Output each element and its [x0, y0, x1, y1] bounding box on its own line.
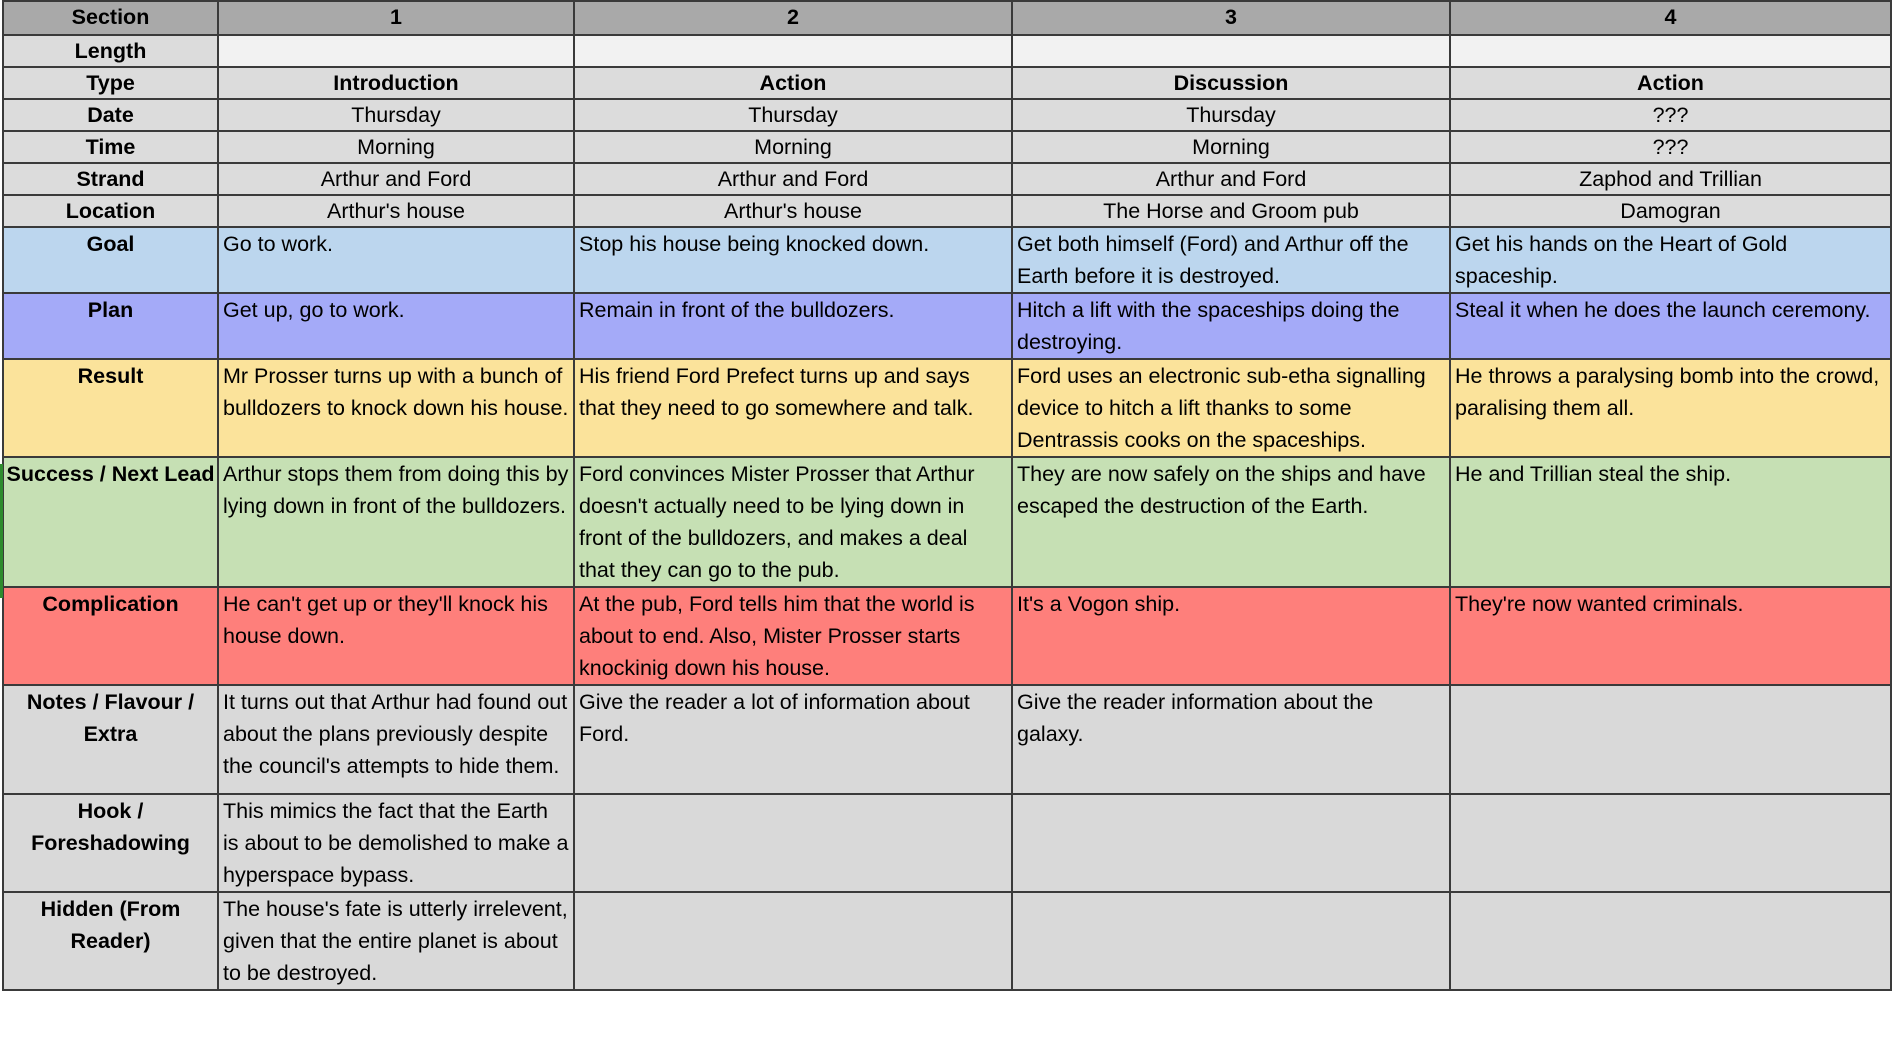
- table-cell[interactable]: They're now wanted criminals.: [1450, 587, 1891, 685]
- table-cell[interactable]: Ford convinces Mister Prosser that Arthur doesn't actually need to be lying down in front of the bulldozers, and makes a deal that they can go to the pub.: [574, 457, 1012, 587]
- row-label[interactable]: Time: [3, 131, 218, 163]
- table-cell[interactable]: [574, 35, 1012, 67]
- row-label[interactable]: Hidden (From Reader): [3, 892, 218, 990]
- meta-row-time: [3, 131, 1891, 163]
- row-label[interactable]: Complication: [3, 587, 218, 685]
- table-cell[interactable]: ???: [1450, 99, 1891, 131]
- table-cell[interactable]: [218, 35, 574, 67]
- table-cell[interactable]: Arthur and Ford: [1012, 163, 1450, 195]
- story-row-notes: [3, 892, 1891, 990]
- row-label[interactable]: Success / Next Lead: [3, 457, 218, 587]
- table-cell[interactable]: Remain in front of the bulldozers.: [574, 293, 1012, 359]
- selection-accent-bar: [0, 464, 3, 598]
- row-label[interactable]: Strand: [3, 163, 218, 195]
- row-label[interactable]: Length: [3, 35, 218, 67]
- table-cell[interactable]: This mimics the fact that the Earth is about to be demolished to make a hyperspace bypass.: [218, 794, 574, 892]
- table-cell[interactable]: Morning: [1012, 131, 1450, 163]
- row-label[interactable]: Date: [3, 99, 218, 131]
- header-section-label[interactable]: Section: [3, 1, 218, 35]
- story-row-plan: [3, 293, 1891, 359]
- table-cell[interactable]: The house's fate is utterly irrelevent, given that the entire planet is about to be destroyed.: [218, 892, 574, 990]
- story-row-notes: [3, 794, 1891, 892]
- story-row-complication: [3, 587, 1891, 685]
- table-cell[interactable]: Action: [1450, 67, 1891, 99]
- row-label[interactable]: Location: [3, 195, 218, 227]
- table-cell[interactable]: Get both himself (Ford) and Arthur off the Earth before it is destroyed.: [1012, 227, 1450, 293]
- row-label[interactable]: Goal: [3, 227, 218, 293]
- table-cell[interactable]: They are now safely on the ships and have escaped the destruction of the Earth.: [1012, 457, 1450, 587]
- table-cell[interactable]: It's a Vogon ship.: [1012, 587, 1450, 685]
- meta-row-length: [3, 35, 1891, 67]
- table-cell[interactable]: Morning: [218, 131, 574, 163]
- table-cell[interactable]: Stop his house being knocked down.: [574, 227, 1012, 293]
- table-cell[interactable]: Hitch a lift with the spaceships doing the destroying.: [1012, 293, 1450, 359]
- meta-row-strand: [3, 163, 1891, 195]
- table-cell[interactable]: Arthur's house: [574, 195, 1012, 227]
- row-label[interactable]: Plan: [3, 293, 218, 359]
- table-cell[interactable]: Mr Prosser turns up with a bunch of bulldozers to knock down his house.: [218, 359, 574, 457]
- story-row-notes: [3, 685, 1891, 794]
- table-cell[interactable]: Damogran: [1450, 195, 1891, 227]
- table-cell[interactable]: Arthur and Ford: [218, 163, 574, 195]
- table-cell[interactable]: Zaphod and Trillian: [1450, 163, 1891, 195]
- table-cell[interactable]: He can't get up or they'll knock his house down.: [218, 587, 574, 685]
- table-cell[interactable]: Go to work.: [218, 227, 574, 293]
- story-outline-table: [2, 0, 1892, 991]
- table-cell[interactable]: Get his hands on the Heart of Gold spaceship.: [1450, 227, 1891, 293]
- row-label[interactable]: Type: [3, 67, 218, 99]
- table-cell[interactable]: At the pub, Ford tells him that the world is about to end. Also, Mister Prosser starts knockinig down his house.: [574, 587, 1012, 685]
- table-cell[interactable]: ???: [1450, 131, 1891, 163]
- meta-row-date: [3, 99, 1891, 131]
- table-cell[interactable]: Arthur and Ford: [574, 163, 1012, 195]
- table-cell[interactable]: The Horse and Groom pub: [1012, 195, 1450, 227]
- table-cell[interactable]: Arthur stops them from doing this by lying down in front of the bulldozers.: [218, 457, 574, 587]
- table-cell[interactable]: Action: [574, 67, 1012, 99]
- table-cell[interactable]: [1012, 794, 1450, 892]
- header-col-2[interactable]: 2: [574, 1, 1012, 35]
- table-cell[interactable]: [574, 892, 1012, 990]
- table-cell[interactable]: Arthur's house: [218, 195, 574, 227]
- table-cell[interactable]: Steal it when he does the launch ceremony.: [1450, 293, 1891, 359]
- table-cell[interactable]: [1450, 794, 1891, 892]
- table-cell[interactable]: He throws a paralysing bomb into the crowd, paralising them all.: [1450, 359, 1891, 457]
- row-label[interactable]: Result: [3, 359, 218, 457]
- table-cell[interactable]: Thursday: [1012, 99, 1450, 131]
- table-cell[interactable]: It turns out that Arthur had found out about the plans previously despite the council's attempts to hide them.: [218, 685, 574, 794]
- table-cell[interactable]: Introduction: [218, 67, 574, 99]
- table-cell[interactable]: [1450, 892, 1891, 990]
- table-cell[interactable]: Give the reader information about the galaxy.: [1012, 685, 1450, 794]
- story-row-success: [3, 457, 1891, 587]
- table-cell[interactable]: [574, 794, 1012, 892]
- table-cell[interactable]: [1012, 892, 1450, 990]
- header-row: [3, 1, 1891, 35]
- header-col-4[interactable]: 4: [1450, 1, 1891, 35]
- table-cell[interactable]: Thursday: [218, 99, 574, 131]
- table-cell[interactable]: Discussion: [1012, 67, 1450, 99]
- table-cell[interactable]: He and Trillian steal the ship.: [1450, 457, 1891, 587]
- table-cell[interactable]: Morning: [574, 131, 1012, 163]
- meta-row-location: [3, 195, 1891, 227]
- table-cell[interactable]: Get up, go to work.: [218, 293, 574, 359]
- story-row-goal: [3, 227, 1891, 293]
- table-cell[interactable]: [1450, 685, 1891, 794]
- header-col-3[interactable]: 3: [1012, 1, 1450, 35]
- story-row-result: [3, 359, 1891, 457]
- header-col-1[interactable]: 1: [218, 1, 574, 35]
- table-cell[interactable]: Give the reader a lot of information about Ford.: [574, 685, 1012, 794]
- table-cell[interactable]: Thursday: [574, 99, 1012, 131]
- table-cell[interactable]: Ford uses an electronic sub-etha signalling device to hitch a lift thanks to some Dentrassis cooks on the spaceships.: [1012, 359, 1450, 457]
- row-label[interactable]: Notes / Flavour / Extra: [3, 685, 218, 794]
- table-cell[interactable]: [1012, 35, 1450, 67]
- row-label[interactable]: Hook / Foreshadowing: [3, 794, 218, 892]
- table-cell[interactable]: His friend Ford Prefect turns up and says that they need to go somewhere and talk.: [574, 359, 1012, 457]
- table-cell[interactable]: [1450, 35, 1891, 67]
- meta-row-type: [3, 67, 1891, 99]
